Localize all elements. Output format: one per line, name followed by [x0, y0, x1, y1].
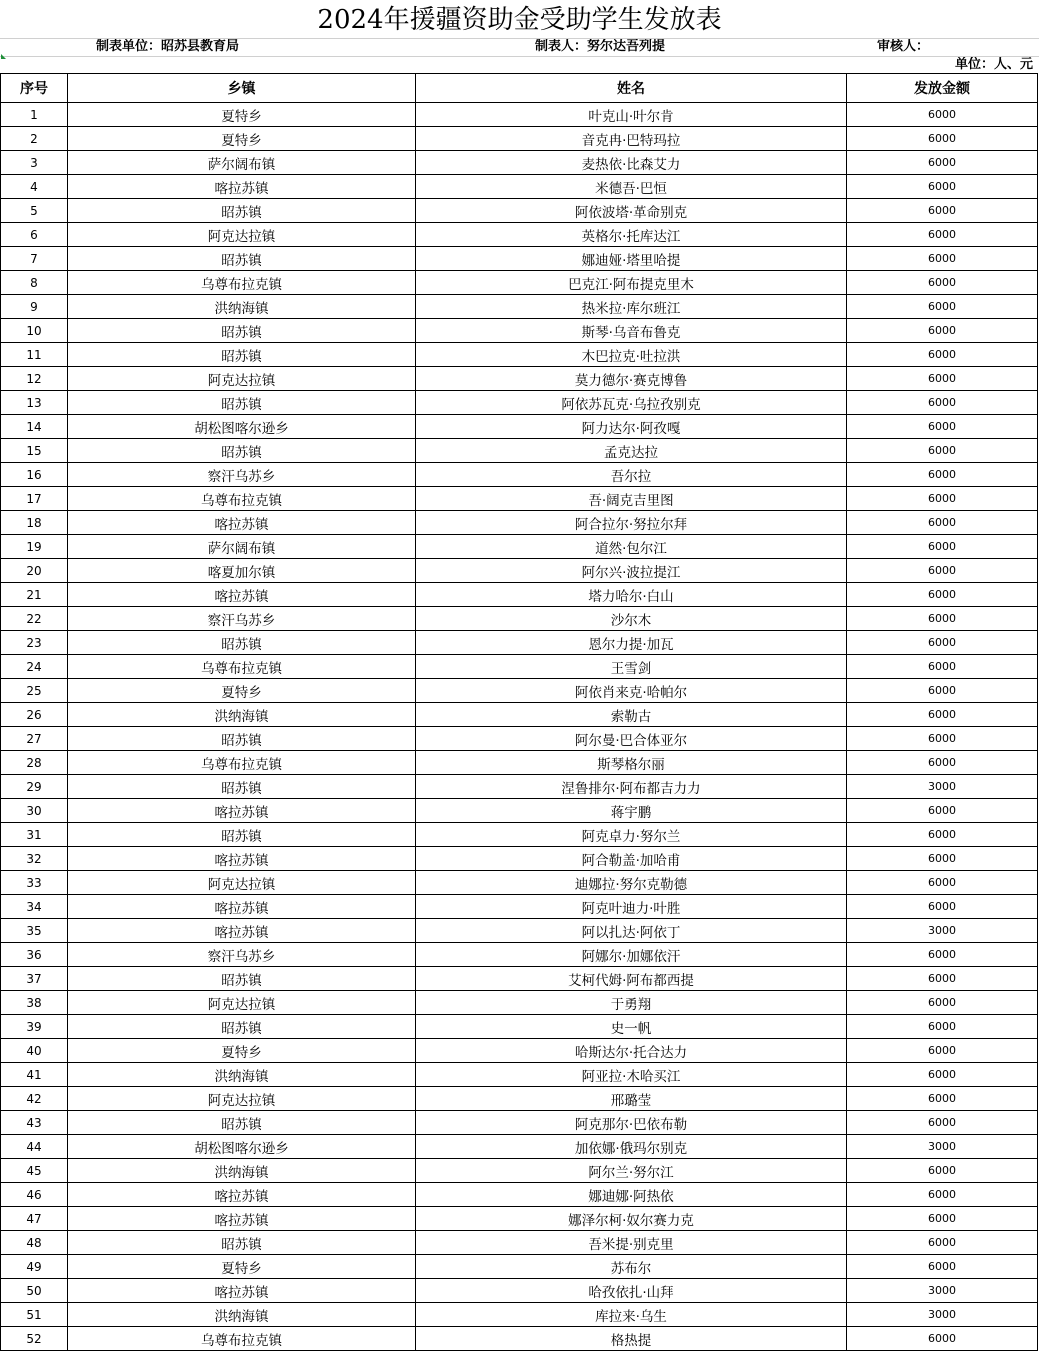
- row-index: 47: [1, 1207, 68, 1231]
- column-header-amount: 发放金额: [847, 74, 1038, 103]
- student-name-cell: 娜泽尔柯·奴尔赛力克: [416, 1207, 847, 1231]
- amount-cell: 6000: [847, 199, 1038, 223]
- township-cell: 察汗乌苏乡: [68, 943, 416, 967]
- student-name-cell: 斯琴格尔丽: [416, 751, 847, 775]
- row-index: 42: [1, 1087, 68, 1111]
- student-name-cell: 阿力达尔·阿孜嘎: [416, 415, 847, 439]
- amount-cell: 6000: [847, 319, 1038, 343]
- table-row: [1, 223, 1038, 247]
- row-index: 15: [1, 439, 68, 463]
- amount-cell: 6000: [847, 871, 1038, 895]
- row-index: 20: [1, 559, 68, 583]
- township-cell: 乌尊布拉克镇: [68, 487, 416, 511]
- amount-cell: 6000: [847, 1111, 1038, 1135]
- student-name-cell: 阿亚拉·木哈买江: [416, 1063, 847, 1087]
- row-index: 43: [1, 1111, 68, 1135]
- row-index: 14: [1, 415, 68, 439]
- row-index: 8: [1, 271, 68, 295]
- amount-cell: 6000: [847, 703, 1038, 727]
- amount-cell: 6000: [847, 943, 1038, 967]
- row-index: 22: [1, 607, 68, 631]
- township-cell: 喀拉苏镇: [68, 895, 416, 919]
- student-name-cell: 吾·阔克吉里图: [416, 487, 847, 511]
- amount-cell: 6000: [847, 535, 1038, 559]
- row-index: 21: [1, 583, 68, 607]
- table-row: [1, 679, 1038, 703]
- table-row: [1, 895, 1038, 919]
- township-cell: 阿克达拉镇: [68, 367, 416, 391]
- table-row: [1, 271, 1038, 295]
- table-row: [1, 175, 1038, 199]
- amount-cell: 6000: [847, 1231, 1038, 1255]
- amount-cell: 6000: [847, 295, 1038, 319]
- unit-label: 单位：人、元: [954, 57, 1033, 72]
- table-row: [1, 631, 1038, 655]
- cell-comment-marker: [1, 54, 6, 59]
- township-cell: 察汗乌苏乡: [68, 607, 416, 631]
- township-cell: 喀夏加尔镇: [68, 559, 416, 583]
- row-index: 34: [1, 895, 68, 919]
- row-index: 23: [1, 631, 68, 655]
- amount-cell: 6000: [847, 631, 1038, 655]
- student-name-cell: 木巴拉克·吐拉洪: [416, 343, 847, 367]
- table-row: [1, 1279, 1038, 1303]
- amount-cell: 6000: [847, 391, 1038, 415]
- row-index: 17: [1, 487, 68, 511]
- student-name-cell: 阿尔曼·巴合体亚尔: [416, 727, 847, 751]
- table-row: [1, 919, 1038, 943]
- student-name-cell: 塔力哈尔·白山: [416, 583, 847, 607]
- township-cell: 昭苏镇: [68, 247, 416, 271]
- table-row: [1, 1183, 1038, 1207]
- row-index: 9: [1, 295, 68, 319]
- table-row: [1, 583, 1038, 607]
- township-cell: 昭苏镇: [68, 967, 416, 991]
- amount-cell: 6000: [847, 1039, 1038, 1063]
- student-name-cell: 阿尔兰·努尔江: [416, 1159, 847, 1183]
- table-row: [1, 1255, 1038, 1279]
- table-body: [1, 103, 1038, 1351]
- row-index: 33: [1, 871, 68, 895]
- township-cell: 洪纳海镇: [68, 1159, 416, 1183]
- student-name-cell: 斯琴·乌音布鲁克: [416, 319, 847, 343]
- table-row: [1, 1159, 1038, 1183]
- amount-cell: 6000: [847, 1255, 1038, 1279]
- student-name-cell: 道然·包尔江: [416, 535, 847, 559]
- township-cell: 夏特乡: [68, 1255, 416, 1279]
- amount-cell: 6000: [847, 799, 1038, 823]
- student-name-cell: 哈斯达尔·托合达力: [416, 1039, 847, 1063]
- student-name-cell: 王雪剑: [416, 655, 847, 679]
- township-cell: 昭苏镇: [68, 1111, 416, 1135]
- student-name-cell: 库拉来·乌生: [416, 1303, 847, 1327]
- row-index: 5: [1, 199, 68, 223]
- student-name-cell: 阿克卓力·努尔兰: [416, 823, 847, 847]
- row-index: 51: [1, 1303, 68, 1327]
- row-index: 45: [1, 1159, 68, 1183]
- table-row: [1, 367, 1038, 391]
- student-name-cell: 阿依肖来克·哈帕尔: [416, 679, 847, 703]
- student-name-cell: 哈孜依扎·山拜: [416, 1279, 847, 1303]
- amount-cell: 6000: [847, 1159, 1038, 1183]
- amount-cell: 6000: [847, 991, 1038, 1015]
- student-name-cell: 迪娜拉·努尔克勒德: [416, 871, 847, 895]
- table-row: [1, 1015, 1038, 1039]
- amount-cell: 6000: [847, 823, 1038, 847]
- student-name-cell: 巴克江·阿布提克里木: [416, 271, 847, 295]
- row-index: 4: [1, 175, 68, 199]
- sheet-gridline: [0, 38, 1039, 39]
- row-index: 36: [1, 943, 68, 967]
- student-name-cell: 娜迪娜·阿热依: [416, 1183, 847, 1207]
- student-name-cell: 恩尔力提·加瓦: [416, 631, 847, 655]
- township-cell: 昭苏镇: [68, 727, 416, 751]
- row-index: 28: [1, 751, 68, 775]
- township-cell: 阿克达拉镇: [68, 871, 416, 895]
- table-maker-label: 制表人：努尔达吾列提: [535, 39, 666, 54]
- row-index: 29: [1, 775, 68, 799]
- amount-cell: 6000: [847, 895, 1038, 919]
- student-name-cell: 阿克那尔·巴依布勒: [416, 1111, 847, 1135]
- row-index: 12: [1, 367, 68, 391]
- issuing-unit-label: 制表单位：昭苏县教育局: [96, 39, 240, 54]
- table-row: [1, 1231, 1038, 1255]
- township-cell: 昭苏镇: [68, 343, 416, 367]
- township-cell: 洪纳海镇: [68, 1303, 416, 1327]
- amount-cell: 6000: [847, 487, 1038, 511]
- table-row: [1, 319, 1038, 343]
- township-cell: 喀拉苏镇: [68, 511, 416, 535]
- page-title: 2024年援疆资助金受助学生发放表: [317, 5, 722, 35]
- township-cell: 阿克达拉镇: [68, 223, 416, 247]
- table-row: [1, 751, 1038, 775]
- amount-cell: 6000: [847, 967, 1038, 991]
- township-cell: 夏特乡: [68, 1039, 416, 1063]
- student-name-cell: 娜迪娅·塔里哈提: [416, 247, 847, 271]
- table-row: [1, 1207, 1038, 1231]
- township-cell: 乌尊布拉克镇: [68, 271, 416, 295]
- student-name-cell: 阿合勒盖·加哈甫: [416, 847, 847, 871]
- amount-cell: 6000: [847, 367, 1038, 391]
- student-name-cell: 阿克叶迪力·叶胜: [416, 895, 847, 919]
- amount-cell: 6000: [847, 1015, 1038, 1039]
- student-name-cell: 于勇翔: [416, 991, 847, 1015]
- amount-cell: 3000: [847, 1303, 1038, 1327]
- table-row: [1, 535, 1038, 559]
- student-name-cell: 邢璐莹: [416, 1087, 847, 1111]
- amount-cell: 6000: [847, 679, 1038, 703]
- student-name-cell: 阿依波塔·革命别克: [416, 199, 847, 223]
- row-index: 32: [1, 847, 68, 871]
- township-cell: 察汗乌苏乡: [68, 463, 416, 487]
- amount-cell: 6000: [847, 1327, 1038, 1351]
- table-row: [1, 1327, 1038, 1351]
- amount-cell: 6000: [847, 607, 1038, 631]
- township-cell: 喀拉苏镇: [68, 919, 416, 943]
- township-cell: 昭苏镇: [68, 391, 416, 415]
- township-cell: 昭苏镇: [68, 319, 416, 343]
- table-row: [1, 127, 1038, 151]
- table-row: [1, 151, 1038, 175]
- student-name-cell: 格热提: [416, 1327, 847, 1351]
- student-name-cell: 麦热依·比森艾力: [416, 151, 847, 175]
- amount-cell: 3000: [847, 775, 1038, 799]
- township-cell: 夏特乡: [68, 679, 416, 703]
- row-index: 41: [1, 1063, 68, 1087]
- amount-cell: 6000: [847, 151, 1038, 175]
- amount-cell: 6000: [847, 1183, 1038, 1207]
- student-name-cell: 孟克达拉: [416, 439, 847, 463]
- student-name-cell: 热米拉·库尔班江: [416, 295, 847, 319]
- amount-cell: 6000: [847, 1207, 1038, 1231]
- amount-cell: 6000: [847, 415, 1038, 439]
- column-header-name: 姓名: [416, 74, 847, 103]
- township-cell: 昭苏镇: [68, 199, 416, 223]
- township-cell: 洪纳海镇: [68, 1063, 416, 1087]
- table-row: [1, 487, 1038, 511]
- row-index: 2: [1, 127, 68, 151]
- table-row: [1, 295, 1038, 319]
- township-cell: 喀拉苏镇: [68, 1207, 416, 1231]
- row-index: 35: [1, 919, 68, 943]
- township-cell: 阿克达拉镇: [68, 991, 416, 1015]
- row-index: 24: [1, 655, 68, 679]
- township-cell: 萨尔阔布镇: [68, 151, 416, 175]
- sheet-gridline: [0, 56, 1039, 57]
- township-cell: 昭苏镇: [68, 1015, 416, 1039]
- row-index: 39: [1, 1015, 68, 1039]
- table-row: [1, 823, 1038, 847]
- table-row: [1, 103, 1038, 127]
- table-row: [1, 1111, 1038, 1135]
- table-row: [1, 943, 1038, 967]
- table-row: [1, 703, 1038, 727]
- row-index: 19: [1, 535, 68, 559]
- row-index: 52: [1, 1327, 68, 1351]
- township-cell: 胡松图喀尔逊乡: [68, 415, 416, 439]
- table-row: [1, 1087, 1038, 1111]
- table-row: [1, 463, 1038, 487]
- row-index: 40: [1, 1039, 68, 1063]
- amount-cell: 6000: [847, 751, 1038, 775]
- row-index: 1: [1, 103, 68, 127]
- table-row: [1, 559, 1038, 583]
- row-index: 3: [1, 151, 68, 175]
- student-name-cell: 吾米提·别克里: [416, 1231, 847, 1255]
- township-cell: 昭苏镇: [68, 631, 416, 655]
- table-row: [1, 1303, 1038, 1327]
- amount-cell: 3000: [847, 1279, 1038, 1303]
- row-index: 48: [1, 1231, 68, 1255]
- table-row: [1, 1039, 1038, 1063]
- table-row: [1, 799, 1038, 823]
- row-index: 50: [1, 1279, 68, 1303]
- township-cell: 阿克达拉镇: [68, 1087, 416, 1111]
- student-name-cell: 英格尔·托库达江: [416, 223, 847, 247]
- table-row: [1, 415, 1038, 439]
- student-name-cell: 加依娜·俄玛尔别克: [416, 1135, 847, 1159]
- table-row: [1, 991, 1038, 1015]
- amount-cell: 6000: [847, 439, 1038, 463]
- amount-cell: 6000: [847, 1087, 1038, 1111]
- column-header-index: 序号: [1, 74, 68, 103]
- table-row: [1, 391, 1038, 415]
- table-row: [1, 199, 1038, 223]
- township-cell: 喀拉苏镇: [68, 1279, 416, 1303]
- row-index: 27: [1, 727, 68, 751]
- township-cell: 夏特乡: [68, 103, 416, 127]
- row-index: 25: [1, 679, 68, 703]
- amount-cell: 6000: [847, 511, 1038, 535]
- township-cell: 喀拉苏镇: [68, 175, 416, 199]
- township-cell: 昭苏镇: [68, 439, 416, 463]
- amount-cell: 6000: [847, 343, 1038, 367]
- township-cell: 夏特乡: [68, 127, 416, 151]
- row-index: 31: [1, 823, 68, 847]
- student-name-cell: 吾尔拉: [416, 463, 847, 487]
- student-name-cell: 阿合拉尔·努拉尔拜: [416, 511, 847, 535]
- amount-cell: 6000: [847, 727, 1038, 751]
- amount-cell: 6000: [847, 655, 1038, 679]
- student-name-cell: 沙尔木: [416, 607, 847, 631]
- student-name-cell: 苏布尔: [416, 1255, 847, 1279]
- row-index: 30: [1, 799, 68, 823]
- table-row: [1, 1135, 1038, 1159]
- township-cell: 乌尊布拉克镇: [68, 1327, 416, 1351]
- amount-cell: 6000: [847, 583, 1038, 607]
- column-header-township: 乡镇: [68, 74, 416, 103]
- row-index: 18: [1, 511, 68, 535]
- student-name-cell: 阿依苏瓦克·乌拉孜别克: [416, 391, 847, 415]
- amount-cell: 6000: [847, 127, 1038, 151]
- row-index: 26: [1, 703, 68, 727]
- table-row: [1, 871, 1038, 895]
- student-name-cell: 音克冉·巴特玛拉: [416, 127, 847, 151]
- row-index: 16: [1, 463, 68, 487]
- table-row: [1, 1063, 1038, 1087]
- table-row: [1, 655, 1038, 679]
- table-row: [1, 511, 1038, 535]
- row-index: 46: [1, 1183, 68, 1207]
- table-row: [1, 727, 1038, 751]
- table-header-row: [1, 74, 1038, 103]
- student-name-cell: 莫力德尔·赛克博鲁: [416, 367, 847, 391]
- row-index: 10: [1, 319, 68, 343]
- amount-cell: 6000: [847, 223, 1038, 247]
- student-name-cell: 史一帆: [416, 1015, 847, 1039]
- student-name-cell: 蒋宇鹏: [416, 799, 847, 823]
- amount-cell: 6000: [847, 1063, 1038, 1087]
- table-row: [1, 967, 1038, 991]
- township-cell: 乌尊布拉克镇: [68, 751, 416, 775]
- table-row: [1, 847, 1038, 871]
- row-index: 7: [1, 247, 68, 271]
- amount-cell: 3000: [847, 1135, 1038, 1159]
- amount-cell: 6000: [847, 247, 1038, 271]
- row-index: 44: [1, 1135, 68, 1159]
- row-index: 38: [1, 991, 68, 1015]
- student-name-cell: 叶克山·叶尔肯: [416, 103, 847, 127]
- amount-cell: 6000: [847, 103, 1038, 127]
- amount-cell: 6000: [847, 847, 1038, 871]
- township-cell: 昭苏镇: [68, 775, 416, 799]
- table-row: [1, 439, 1038, 463]
- township-cell: 喀拉苏镇: [68, 583, 416, 607]
- table-row: [1, 775, 1038, 799]
- reviewer-label: 审核人：: [877, 39, 930, 54]
- amount-cell: 6000: [847, 559, 1038, 583]
- table-row: [1, 343, 1038, 367]
- amount-cell: 6000: [847, 271, 1038, 295]
- student-name-cell: 艾柯代姆·阿布都西提: [416, 967, 847, 991]
- student-name-cell: 索勒古: [416, 703, 847, 727]
- township-cell: 萨尔阔布镇: [68, 535, 416, 559]
- student-name-cell: 阿尔兴·波拉提江: [416, 559, 847, 583]
- table-row: [1, 607, 1038, 631]
- row-index: 37: [1, 967, 68, 991]
- student-name-cell: 阿娜尔·加娜依汗: [416, 943, 847, 967]
- student-name-cell: 涅鲁排尔·阿布都吉力力: [416, 775, 847, 799]
- township-cell: 胡松图喀尔逊乡: [68, 1135, 416, 1159]
- student-name-cell: 阿以扎达·阿依丁: [416, 919, 847, 943]
- township-cell: 洪纳海镇: [68, 703, 416, 727]
- amount-cell: 3000: [847, 919, 1038, 943]
- row-index: 49: [1, 1255, 68, 1279]
- township-cell: 洪纳海镇: [68, 295, 416, 319]
- row-index: 11: [1, 343, 68, 367]
- township-cell: 昭苏镇: [68, 1231, 416, 1255]
- township-cell: 乌尊布拉克镇: [68, 655, 416, 679]
- township-cell: 喀拉苏镇: [68, 1183, 416, 1207]
- row-index: 6: [1, 223, 68, 247]
- recipients-table: [0, 73, 1038, 1351]
- township-cell: 喀拉苏镇: [68, 847, 416, 871]
- amount-cell: 6000: [847, 175, 1038, 199]
- township-cell: 喀拉苏镇: [68, 799, 416, 823]
- amount-cell: 6000: [847, 463, 1038, 487]
- township-cell: 昭苏镇: [68, 823, 416, 847]
- row-index: 13: [1, 391, 68, 415]
- student-name-cell: 米德吾·巴恒: [416, 175, 847, 199]
- table-row: [1, 247, 1038, 271]
